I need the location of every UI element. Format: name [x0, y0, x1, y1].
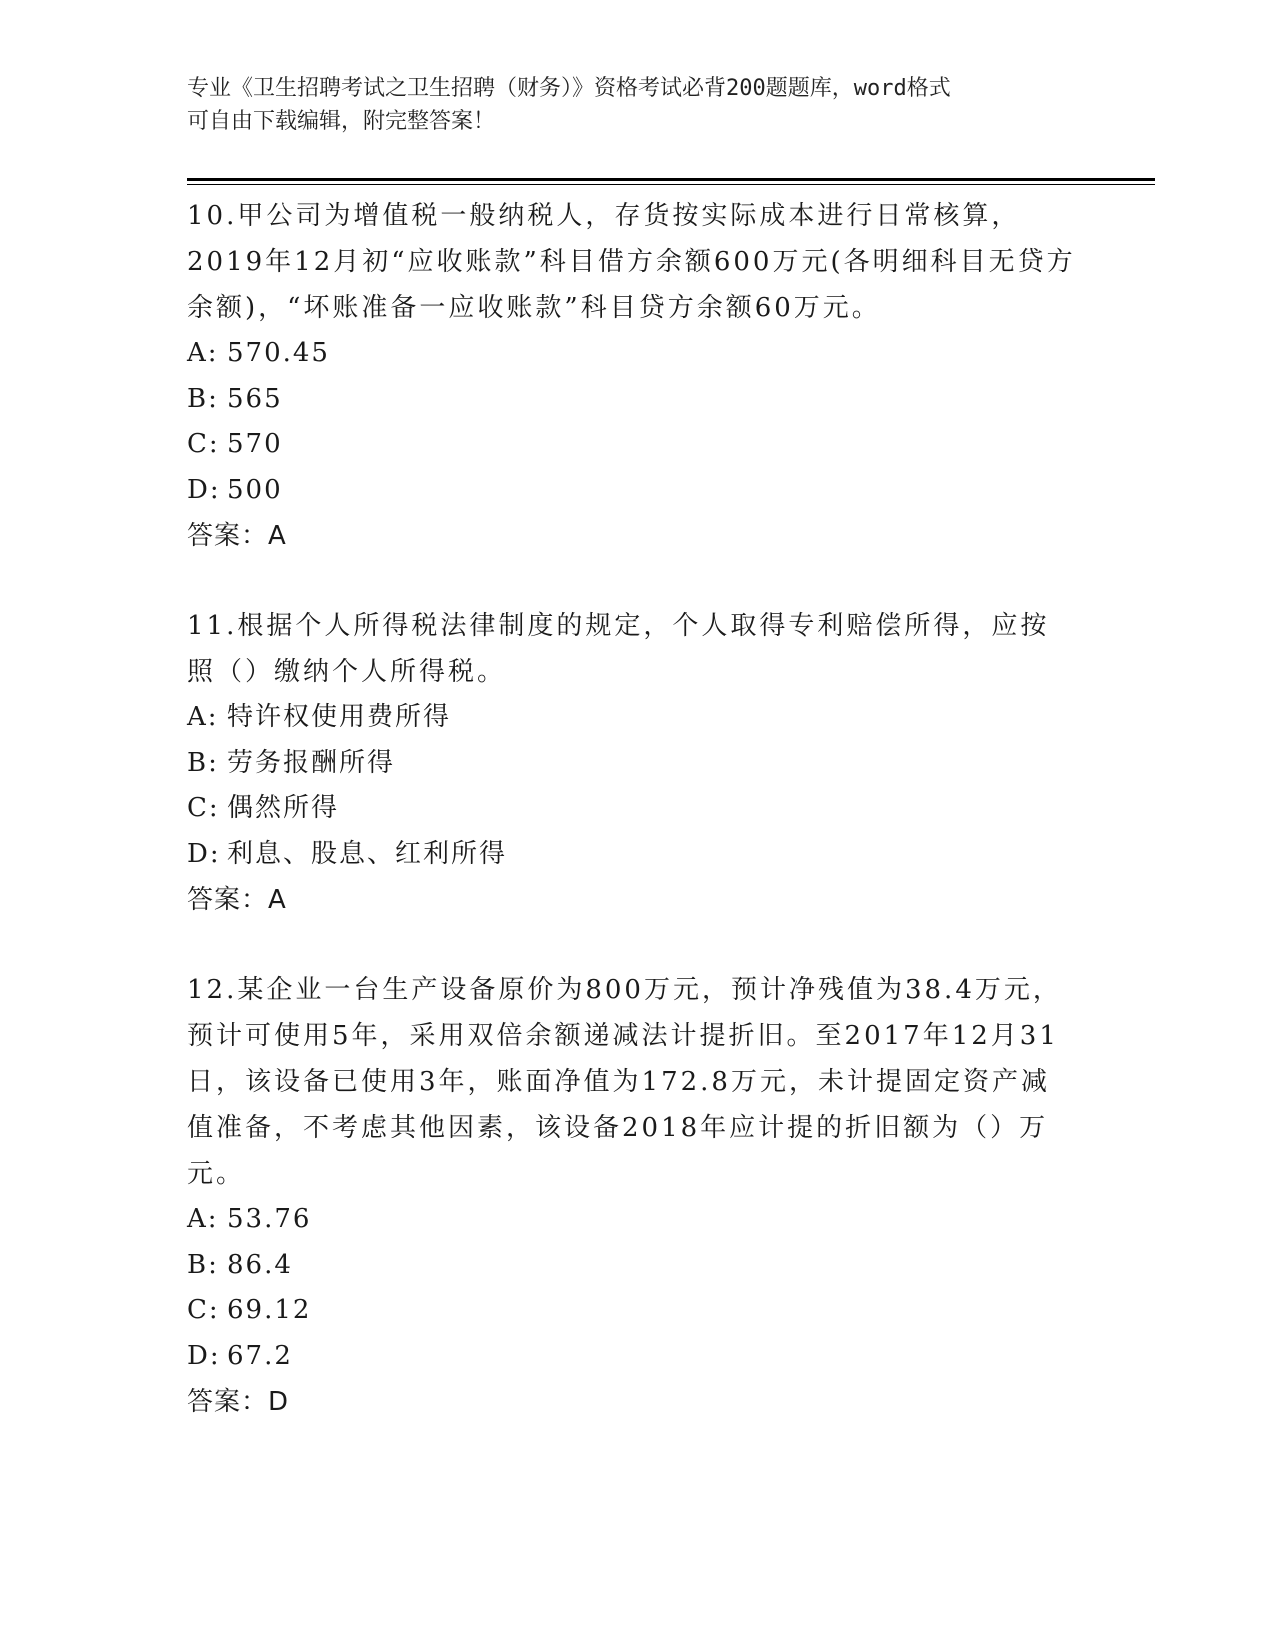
header-divider-thick	[187, 178, 1155, 181]
option-text: 500	[227, 474, 283, 505]
option-letter: A:	[187, 338, 219, 368]
option-b	[187, 741, 1087, 787]
option-letter: B:	[187, 747, 219, 778]
question-11	[187, 603, 1087, 923]
option-text: 86.4	[227, 1249, 293, 1280]
option-d	[187, 832, 1087, 878]
option-text: 69.12	[227, 1295, 312, 1325]
option-letter: C:	[187, 429, 220, 459]
option-d	[187, 468, 1087, 514]
option-d	[187, 1334, 1087, 1380]
option-c	[187, 1288, 1087, 1334]
document-header	[187, 72, 1067, 138]
answer-line: 答案：D	[187, 1387, 290, 1417]
question-list	[187, 193, 1087, 1469]
option-a	[187, 331, 1087, 377]
option-letter: D:	[187, 1340, 221, 1371]
option-c	[187, 422, 1087, 468]
option-text: 570.45	[227, 338, 330, 368]
option-text: 利息、股息、红利所得	[227, 838, 508, 869]
option-text: 565	[227, 383, 283, 414]
option-a	[187, 695, 1087, 741]
option-letter: C:	[187, 793, 220, 823]
answer-line: 答案：A	[187, 521, 287, 551]
option-b	[187, 377, 1087, 423]
header-line-2: 可自由下载编辑，附完整答案！	[187, 109, 496, 134]
option-letter: A:	[187, 1204, 219, 1234]
option-b	[187, 1243, 1087, 1289]
option-letter: D:	[187, 474, 221, 505]
answer-line: 答案：A	[187, 885, 287, 915]
option-text: 特许权使用费所得	[227, 702, 452, 732]
question-stem: 11.根据个人所得税法律制度的规定，个人取得专利赔偿所得，应按照（）缴纳个人所得税。	[187, 611, 1050, 687]
question-stem: 12.某企业一台生产设备原价为800万元，预计净残值为38.4万元，预计可使用5年，采用双倍余额递减法计提折旧。至2017年12月31日，该设备已使用3年，账面净值为172.8万元，未计提固定资产减值准备，不考虑其他因素，该设备2018年应计提的折旧额为（）万元。	[187, 975, 1062, 1189]
header-divider-thin	[187, 184, 1155, 185]
option-letter: C:	[187, 1295, 220, 1325]
question-10	[187, 193, 1087, 559]
option-letter: D:	[187, 838, 221, 869]
option-text: 67.2	[227, 1340, 293, 1371]
option-letter: B:	[187, 1249, 219, 1280]
option-text: 53.76	[227, 1204, 312, 1234]
option-text: 劳务报酬所得	[227, 747, 396, 778]
option-text: 570	[227, 429, 283, 459]
header-line-1: 专业《卫生招聘考试之卫生招聘（财务）》资格考试必背200题题库，word格式	[187, 76, 951, 101]
option-letter: B:	[187, 383, 219, 414]
question-stem: 10.甲公司为增值税一般纳税人，存货按实际成本进行日常核算，2019年12月初“应收账款”科目借方余额600万元(各明细科目无贷方余额)，“坏账准备一应收账款”科目贷方余额60万元。	[187, 201, 1076, 323]
question-12	[187, 967, 1087, 1425]
option-text: 偶然所得	[227, 793, 340, 823]
option-c	[187, 786, 1087, 832]
option-a	[187, 1197, 1087, 1243]
option-letter: A:	[187, 702, 219, 732]
